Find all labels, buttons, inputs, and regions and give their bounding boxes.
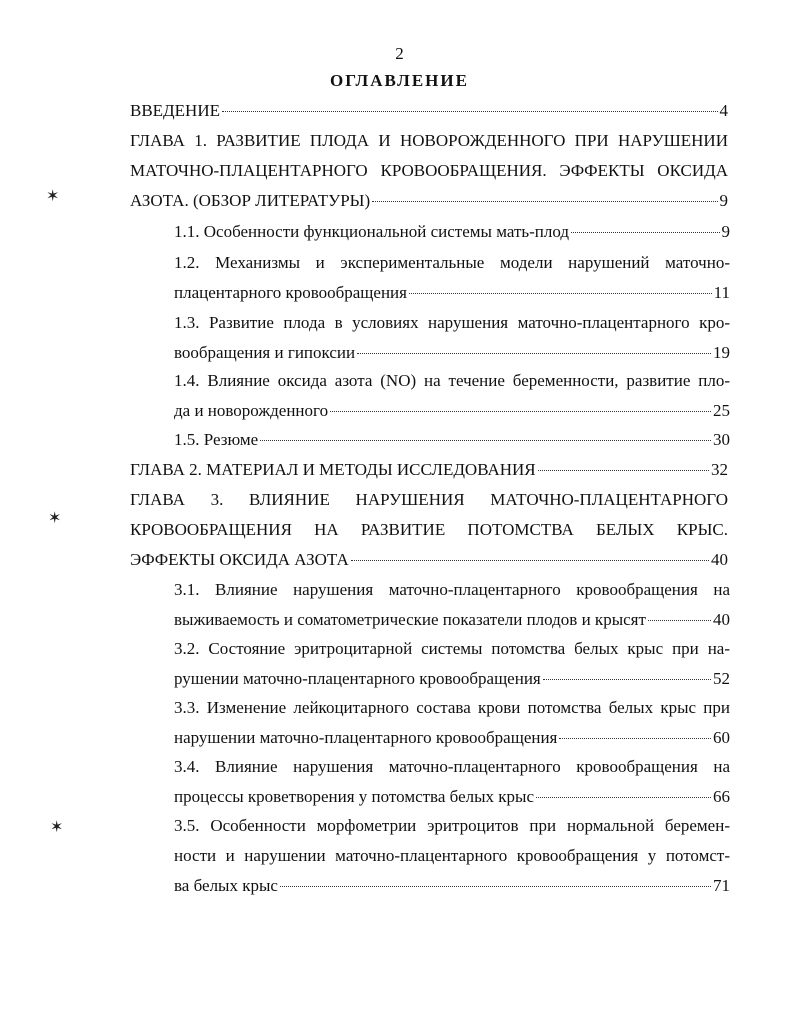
- toc-entry-last-line: [130, 455, 728, 485]
- toc-entry-section-1-4[interactable]: [174, 366, 730, 426]
- dot-leader: [222, 111, 718, 112]
- dot-leader: [409, 293, 712, 294]
- toc-page-number: 11: [713, 283, 730, 302]
- dot-leader: [351, 560, 709, 561]
- toc-page-number: 66: [713, 787, 730, 806]
- toc-entry-chapter-3[interactable]: [130, 485, 728, 575]
- dot-leader: [536, 797, 711, 798]
- toc-entry-line: МАТОЧНО-ПЛАЦЕНТАРНОГО КРОВООБРАЩЕНИЯ. ЭФФЕКТЫ ОКСИДА: [130, 161, 728, 180]
- toc-entry-line: 1.2. Механизмы и экспериментальные модели нарушений маточно-: [174, 253, 730, 272]
- toc-entry-title: да и новорожденного: [174, 401, 329, 420]
- dot-leader: [648, 620, 711, 621]
- toc-entry-line: КРОВООБРАЩЕНИЯ НА РАЗВИТИЕ ПОТОМСТВА БЕЛЫХ КРЫС.: [130, 520, 728, 539]
- toc-page-number: 19: [713, 343, 730, 362]
- toc-entry-section-1-2[interactable]: [174, 248, 730, 308]
- toc-page-number: 9: [721, 222, 730, 241]
- toc-entry-last-line: [130, 186, 728, 216]
- dot-leader: [372, 201, 717, 202]
- toc-entry-section-1-5[interactable]: [174, 425, 730, 455]
- toc-page-number: 9: [719, 191, 728, 210]
- toc-page-number: 4: [719, 101, 728, 120]
- toc-entry-line: 3.2. Состояние эритроцитарной системы потомства белых крыс при на-: [174, 639, 730, 658]
- toc-page-number: 71: [713, 876, 730, 895]
- toc-entry-section-3-3[interactable]: [174, 693, 730, 753]
- dot-leader: [571, 232, 719, 233]
- toc-entry-title: плацентарного кровообращения: [174, 283, 407, 302]
- toc-entry-line: 1.3. Развитие плода в условиях нарушения маточно-плацентарного кро-: [174, 313, 730, 332]
- toc-entry-last-line: [174, 605, 730, 635]
- toc-entry-last-line: [174, 217, 730, 247]
- toc-entry-section-3-1[interactable]: [174, 575, 730, 635]
- toc-entry-title: рушении маточно-плацентарного кровообращения: [174, 669, 541, 688]
- toc-entry-title: вообращения и гипоксии: [174, 343, 356, 362]
- toc-page-number: 30: [713, 430, 730, 449]
- toc-entry-line: 3.5. Особенности морфометрии эритроцитов при нормальной беремен-: [174, 816, 730, 835]
- toc-entry-line: 3.3. Изменение лейкоцитарного состава крови потомства белых крыс при: [174, 698, 730, 717]
- toc-entry-title: ВВЕДЕНИЕ: [130, 101, 220, 120]
- toc-entry-section-1-3[interactable]: [174, 308, 730, 368]
- toc-entry-title: процессы кроветворения у потомства белых крыс: [174, 787, 534, 806]
- toc-entry-section-3-2[interactable]: [174, 634, 730, 694]
- dot-leader: [543, 679, 711, 680]
- toc-entry-introduction[interactable]: [130, 96, 728, 126]
- scan-mark-icon: ✶: [46, 188, 60, 205]
- toc-entry-chapter-2[interactable]: [130, 455, 728, 485]
- dot-leader: [538, 470, 709, 471]
- toc-entry-chapter-1[interactable]: [130, 126, 728, 216]
- toc-entry-last-line: [174, 664, 730, 694]
- dot-leader: [357, 353, 711, 354]
- toc-page-number: 52: [713, 669, 730, 688]
- toc-entry-line: 1.4. Влияние оксида азота (NO) на течение беременности, развитие пло-: [174, 371, 730, 390]
- toc-entry-line: ГЛАВА 1. РАЗВИТИЕ ПЛОДА И НОВОРОЖДЕННОГО ПРИ НАРУШЕНИИ: [130, 131, 728, 150]
- toc-entry-line: 3.1. Влияние нарушения маточно-плацентарного кровообращения на: [174, 580, 730, 599]
- page-number: 2: [395, 44, 404, 63]
- toc-entry-title: 1.5. Резюме: [174, 430, 259, 449]
- toc-entry-title: ва белых крыс: [174, 876, 278, 895]
- toc-page-number: 25: [713, 401, 730, 420]
- toc-entry-section-3-5[interactable]: [174, 811, 730, 901]
- page-title: ОГЛАВЛЕНИЕ: [330, 71, 469, 90]
- toc-entry-title: АЗОТА. (ОБЗОР ЛИТЕРАТУРЫ): [130, 191, 371, 210]
- toc-entry-line: ГЛАВА 3. ВЛИЯНИЕ НАРУШЕНИЯ МАТОЧНО-ПЛАЦЕНТАРНОГО: [130, 490, 728, 509]
- toc-entry-last-line: [130, 545, 728, 575]
- dot-leader: [330, 411, 711, 412]
- toc-entry-last-line: [174, 338, 730, 368]
- toc-entry-last-line: [174, 396, 730, 426]
- toc-entry-section-1-1[interactable]: [174, 217, 730, 247]
- toc-page-number: 60: [713, 728, 730, 747]
- toc-entry-title: выживаемость и соматометрические показатели плодов и крысят: [174, 610, 646, 629]
- toc-entry-last-line: [174, 782, 730, 812]
- toc-page-number: 40: [713, 610, 730, 629]
- toc-entry-last-line: [130, 96, 728, 126]
- toc-entry-section-3-4[interactable]: [174, 752, 730, 812]
- toc-entry-last-line: [174, 278, 730, 308]
- toc-entry-last-line: [174, 871, 730, 901]
- toc-entry-last-line: [174, 425, 730, 455]
- dot-leader: [260, 440, 711, 441]
- toc-entry-line: 3.4. Влияние нарушения маточно-плацентарного кровообращения на: [174, 757, 730, 776]
- toc-entry-title: 1.1. Особенности функциональной системы мать-плод: [174, 222, 570, 241]
- scan-mark-icon: ✶: [48, 510, 62, 527]
- scan-mark-icon: ✶: [50, 819, 64, 836]
- toc-entry-title: ГЛАВА 2. МАТЕРИАЛ И МЕТОДЫ ИССЛЕДОВАНИЯ: [130, 460, 536, 479]
- toc-page-number: 32: [711, 460, 728, 479]
- toc-entry-title: нарушении маточно-плацентарного кровообращения: [174, 728, 558, 747]
- toc-page-number: 40: [711, 550, 728, 569]
- dot-leader: [280, 886, 711, 887]
- toc-entry-last-line: [174, 723, 730, 753]
- toc-entry-line: ности и нарушении маточно-плацентарного кровообращения у потомст-: [174, 846, 730, 865]
- dot-leader: [559, 738, 711, 739]
- toc-entry-title: ЭФФЕКТЫ ОКСИДА АЗОТА: [130, 550, 349, 569]
